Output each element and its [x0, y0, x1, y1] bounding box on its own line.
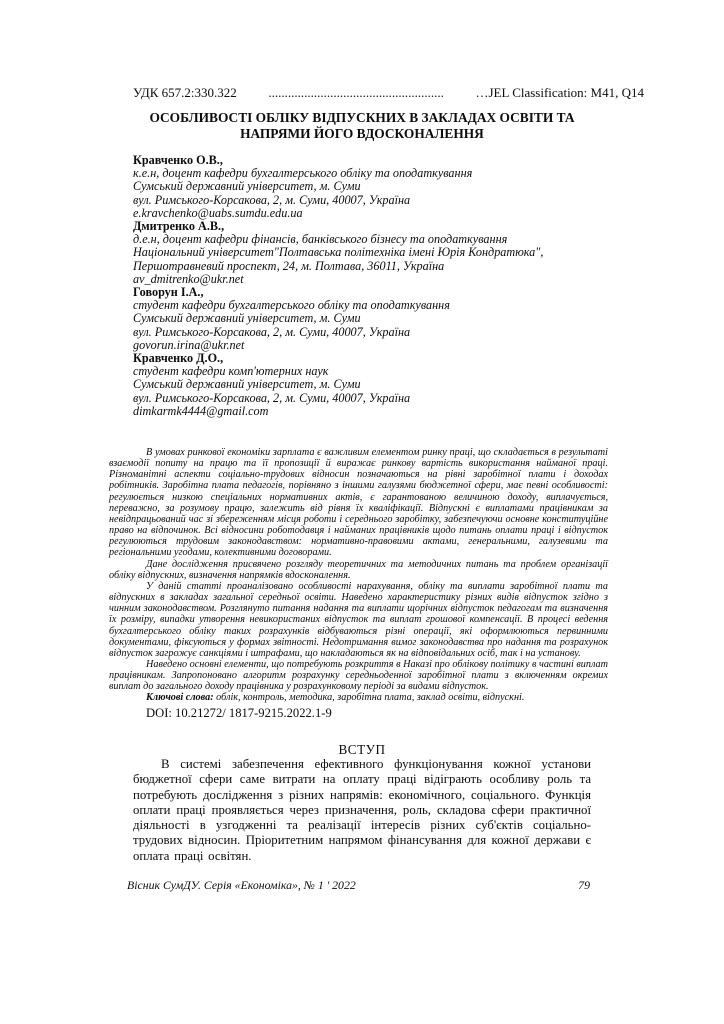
abstract-block	[109, 447, 608, 721]
page-number: 79	[578, 878, 590, 892]
author-email: av_dmitrenko@ukr.net	[133, 271, 244, 286]
author-affiliation: Сумський державний університет, м. Суми	[133, 311, 361, 326]
journal-name: Вісник СумДУ. Серія «Економіка», № 1 ' 2022	[127, 878, 356, 892]
authors-block	[133, 154, 608, 418]
author-email: govorun.irina@ukr.net	[133, 337, 245, 352]
keywords-label: Ключові слова:	[146, 692, 214, 704]
abstract-paragraph: Дане дослідження присвячено розгляду теоретичних та методичних питань та проблем організації обліку відпускних, визначення напрямків вдосконалення.	[109, 558, 608, 581]
author-affiliation: Сумський державний університет, м. Суми	[133, 179, 361, 194]
paper-title-line1: ОСОБЛИВОСТІ ОБЛІКУ ВІДПУСКНИХ В ЗАКЛАДАХ ОСВІТИ ТА	[149, 110, 575, 125]
author-name: Кравченко Д.О.,	[133, 351, 224, 366]
page-footer	[127, 878, 590, 893]
intro-heading: ВСТУП	[338, 742, 386, 757]
classification-header	[133, 85, 644, 101]
keywords-text: облік, контроль, методика, заробітна плата, заклад освіти, відпускні.	[213, 692, 525, 704]
author-name: Кравченко О.В.,	[133, 153, 223, 167]
abstract-paragraph: У даній статті проаналізовано особливості нарахування, обліку та виплати заробітної плати та відпускних в закладах загальної середньої освіти. Наведено характеристику різних видів відпусток згідно з чинним законодавством. Розглянуто питання надання та виплати щорічних відпусток педагогам та визначення їх розміру, випадки утворення невикористаних відпусток та виплат грошової компенсації. В процесі ведення бухгалтерського обліку таких розрахунків відбуваються різні операції, які оформлюються первинними документами, фіксуються у формах звітності. Недотримання вимог законодавства про надання та розрахунок відпусток загрожує санкціями і штрафами, що накладаються як на відповідальних осіб, так і на установу.	[109, 580, 608, 659]
author-affiliation: Національний університет"Полтавська політехніка імені Юрія Кондратюка",	[133, 245, 544, 260]
dot-leader: ......................................................	[268, 85, 444, 100]
author-position: студент кафедри бухгалтерського обліку та оподаткування	[133, 298, 450, 313]
author-address: Першотравневий проспект, 24, м. Полтава, 36011, Україна	[133, 258, 445, 273]
doi-line: DOI: 10.21272/ 1817-9215.2022.1-9	[146, 705, 332, 720]
author-affiliation: Сумський державний університет, м. Суми	[133, 377, 361, 392]
author-name: Дмитренко А.В.,	[133, 219, 225, 234]
author-position: к.е.н, доцент кафедри бухгалтерського обліку та оподаткування	[133, 166, 473, 181]
author-name: Говорун І.А.,	[133, 285, 204, 300]
paper-title	[132, 110, 592, 141]
abstract-paragraph: Наведено основні елементи, що потребують розкриття в Наказі про облікову політику в частині виплат працівникам. Запропоновано алгоритм розрахунку середньоденної заробітної плати з включенням окремих виплат до загального доходу працівника у розрахунковому періоді за видами відпусток.	[109, 658, 608, 693]
udk-code: УДК 657.2:330.322	[133, 85, 237, 100]
author-address: вул. Римського-Корсакова, 2, м. Суми, 40007, Україна	[133, 192, 411, 207]
author-address: вул. Римського-Корсакова, 2, м. Суми, 40007, Україна	[133, 324, 411, 339]
author-address: вул. Римського-Корсакова, 2, м. Суми, 40007, Україна	[133, 390, 411, 405]
author-email: e.kravchenko@uabs.sumdu.edu.ua	[133, 205, 303, 220]
author-position: д.е.н, доцент кафедри фінансів, банківського бізнесу та оподаткування	[133, 232, 508, 247]
abstract-paragraph: В умовах ринкової економіки зарплата є важливим елементом ринку праці, що складається в результаті взаємодії попиту на працю та її пропозиції й виражає ринкову вартість використання найманої праці. Різноманітні аспекти соціально-трудових відносин позначаються на рівні заробітної плати і доходах робітників. Заробітна плата педагогів, порівняно з іншими галузями бюджетної сфери, має певні особливості: регулюється низкою спеціальних нормативних актів, є гарантованою величиною доходу, виплачується, переважно, за розумову працю, залежить від рівня їх кваліфікації. Відпускні є виплатами працівникам за невідпрацьований час зі збереженням місця роботи і середнього заробітку, забезпечуючи основне конституційне право на відпочинок. Всі відносини роботодавця і найманих працівників щодо питань оплати праці і відпусток регулюються трудовим законодавством: нормативно-правовими актами, генеральними, галузевими та регіональними угодами, колективними договорами.	[109, 447, 608, 559]
intro-paragraph: В системі забезпечення ефективного функціонування кожної установи бюджетної сфери саме витрати на оплату праці відіграють особливу роль та потребують дослідження з різних напрямів: економічного, соціального. Функція оплати праці проявляється через призначення, роль, складова сфери практичної діяльності в узгодженні та реалізації інтересів різних суб'єктів соціально-трудових відносин. Пріоритетним напрямом фінансування для кожної держави є оплата праці освітян.	[133, 757, 591, 863]
author-email: dimkarmk4444@gmail.com	[133, 403, 269, 418]
keywords-line	[109, 692, 608, 703]
jel-classification: …JEL Classification: M41, Q14	[475, 85, 644, 100]
author-position: студент кафедри комп'ютерних наук	[133, 364, 329, 379]
paper-title-line2: НАПРЯМИ ЙОГО ВДОСКОНАЛЕННЯ	[240, 125, 484, 141]
